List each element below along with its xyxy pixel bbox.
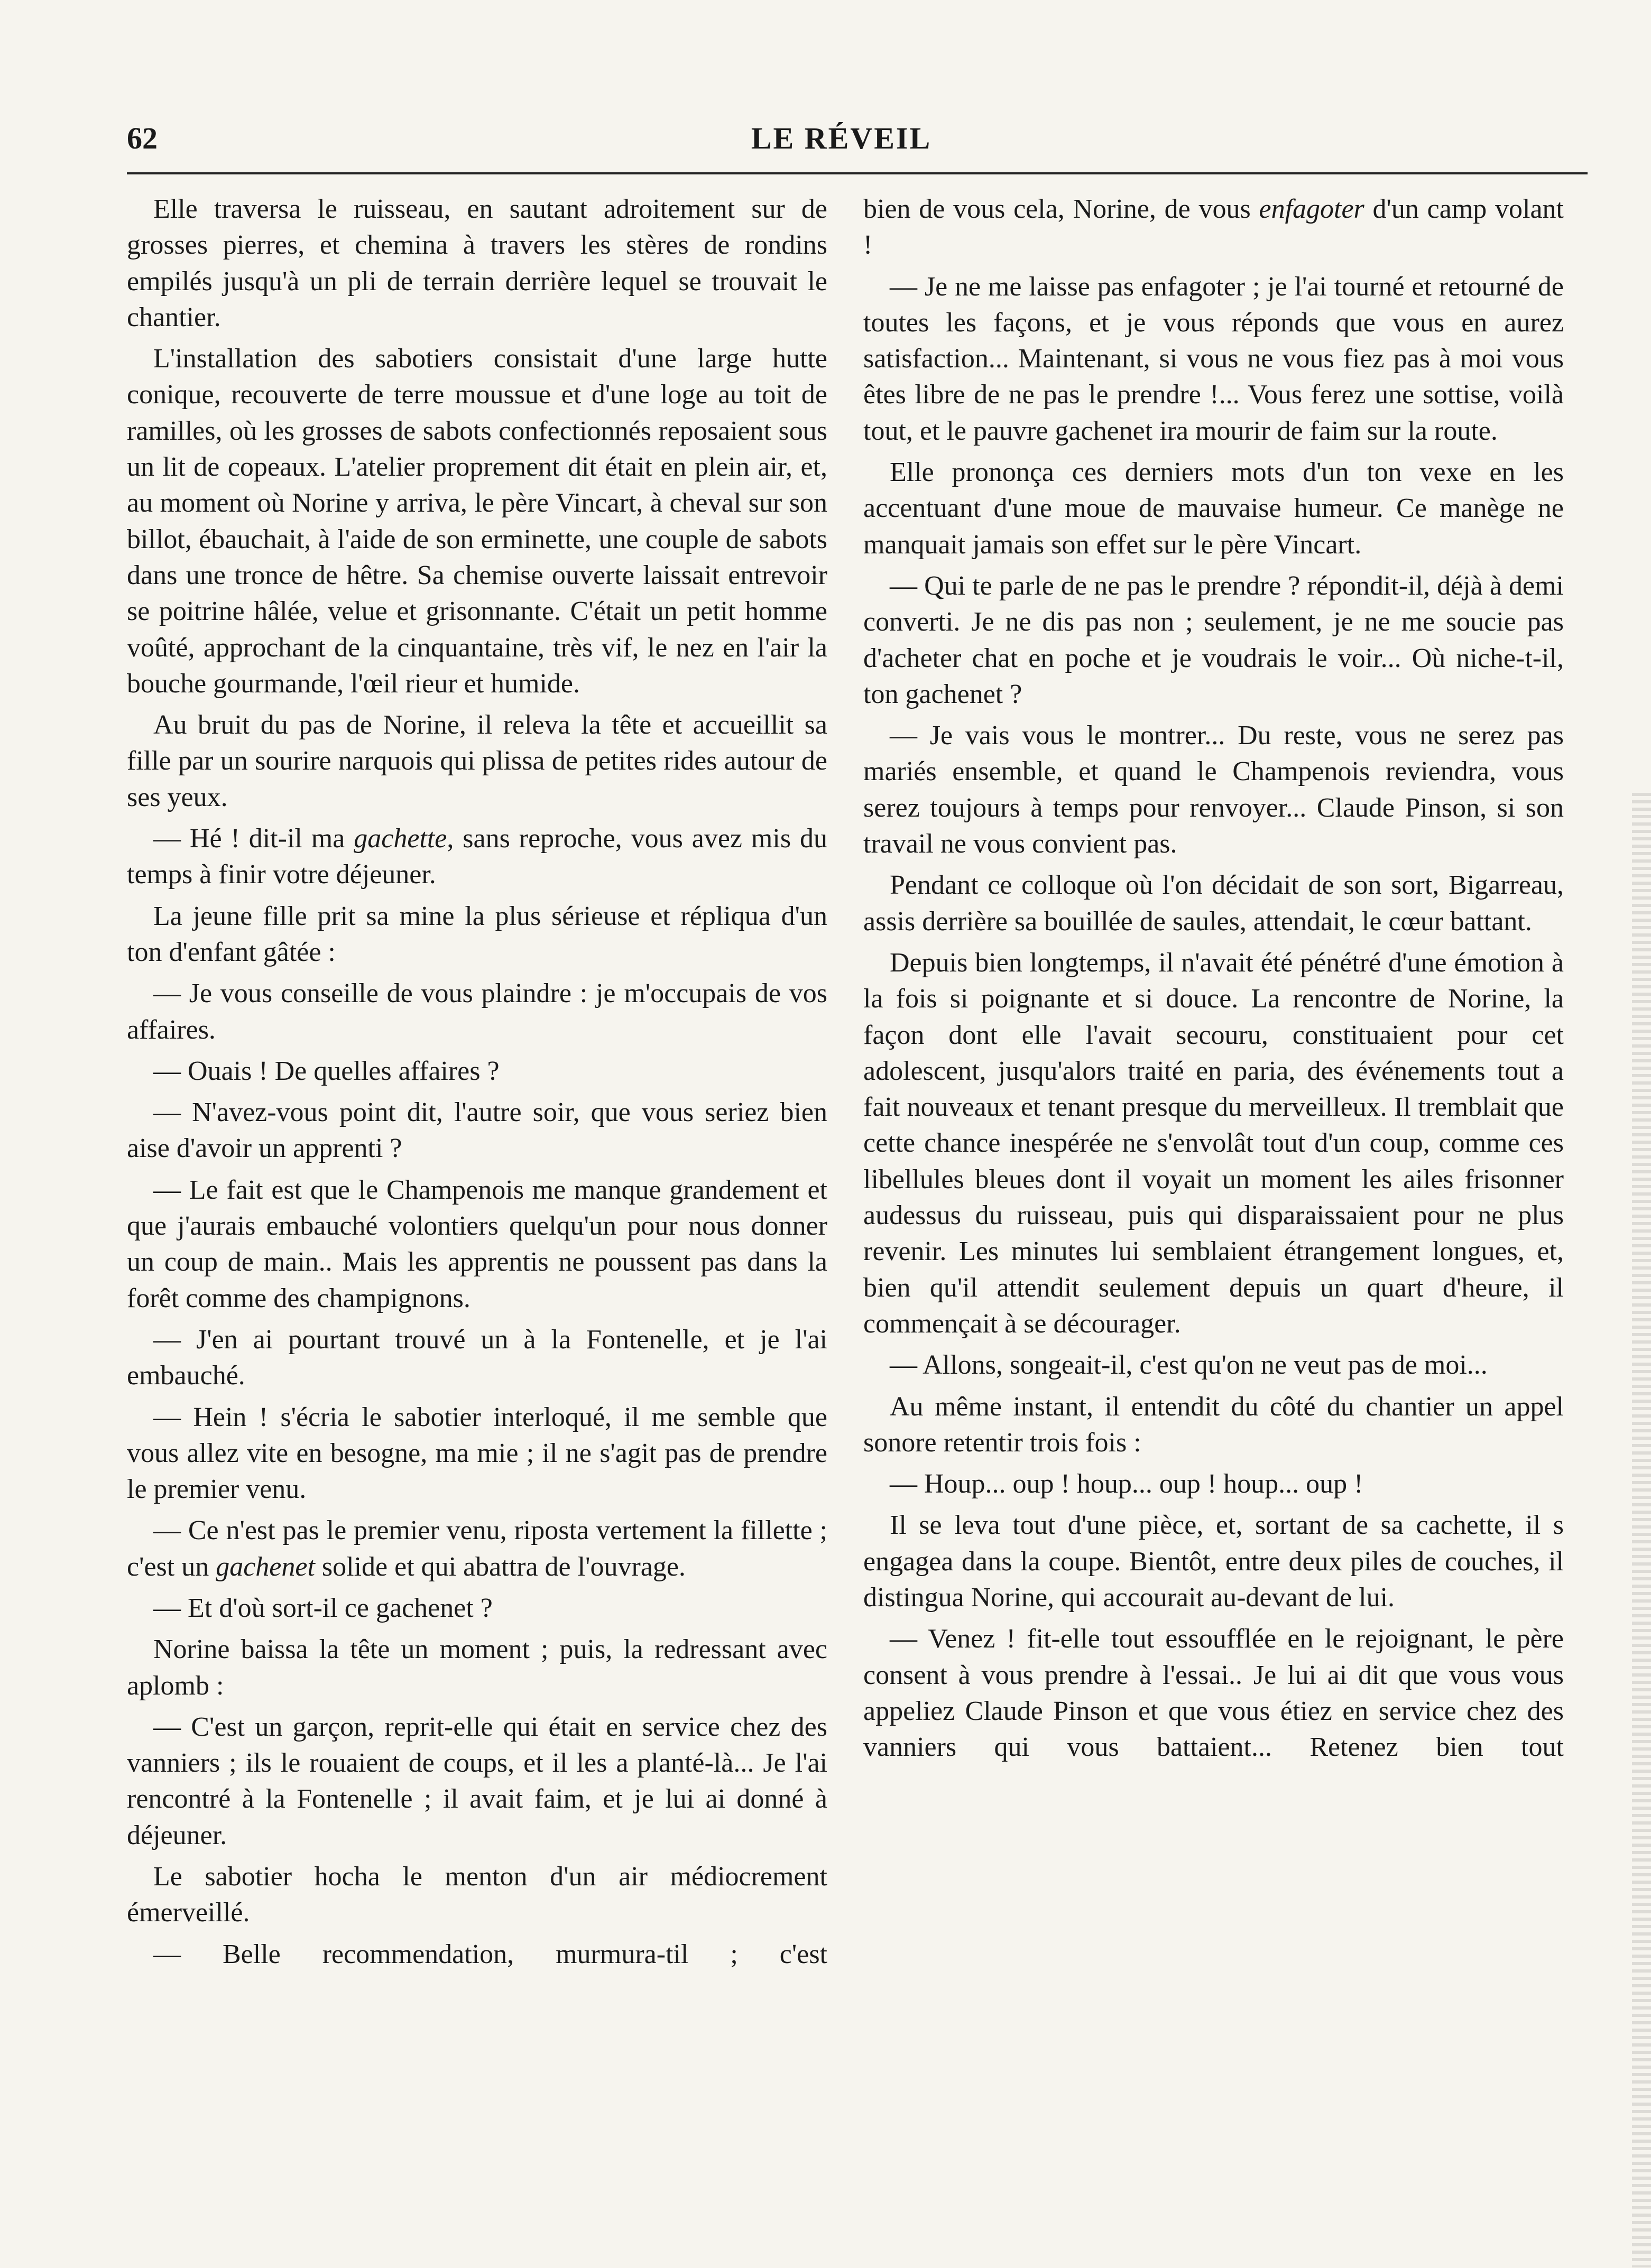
paragraph bbox=[127, 821, 827, 893]
italic-word: gachette bbox=[354, 823, 447, 854]
paragraph: Le sabotier hocha le menton d'un air médiocrement émerveillé. bbox=[127, 1862, 827, 1928]
paragraph: — Allons, songeait-il, c'est qu'on ne veut pas de moi... bbox=[890, 1350, 1488, 1381]
paragraph-text: — Ce n'est pas le premier venu, riposta vertement la fillette ; c'est un bbox=[127, 1515, 827, 1582]
paragraph: — Je ne me laisse pas enfagoter ; je l'ai tourné et retourné de toutes les façons, et je vous réponds que vous en aurez satisfaction... Maintenant, si vous ne vous fiez pas à moi vous êtes libre de ne pas le prendre !... Vous ferez une sottise, voilà tout, et le pauvre gachenet ira mourir de faim sur la route. bbox=[863, 271, 1564, 446]
paragraph bbox=[863, 191, 1564, 264]
italic-word: enfagoter bbox=[1259, 194, 1364, 224]
paragraph: — C'est un garçon, reprit-elle qui était en service chez des vanniers ; ils le rouaient de coups, et il les a planté-là... Je l'ai rencontré à la Fontenelle ; il avait faim, et je lui ai donné à déjeuner. bbox=[127, 1711, 827, 1850]
paragraph: Au bruit du pas de Norine, il releva la tête et accueillit sa fille par un sourire narquois qui plissa de petites rides autour de ses yeux. bbox=[127, 710, 827, 812]
header-rule bbox=[127, 172, 1588, 174]
paragraph bbox=[127, 1513, 827, 1585]
page-header bbox=[127, 121, 1556, 168]
paragraph: — Hein ! s'écria le sabotier interloqué, il me semble que vous allez vite en besogne, ma mie ; il ne s'agit pas de prendre le premier venu. bbox=[127, 1402, 827, 1505]
left-column bbox=[127, 191, 827, 1978]
paragraph: Elle prononça ces derniers mots d'un ton vexe en les accentuant d'une moue de mauvaise humeur. Ce manège ne manquait jamais son effet sur le père Vincart. bbox=[863, 457, 1564, 560]
paragraph: — Je vais vous le montrer... Du reste, vous ne serez pas mariés ensemble, et quand le Champenois reviendra, vous serez toujours à temps pour renvoyer... Claude Pinson, si son travail ne vous convient pas. bbox=[863, 720, 1564, 859]
paragraph: — Ouais ! De quelles affaires ? bbox=[153, 1056, 500, 1086]
paragraph: — Je vous conseille de vous plaindre : je m'occupais de vos affaires. bbox=[127, 978, 827, 1045]
paragraph: — Et d'où sort-il ce gachenet ? bbox=[153, 1593, 493, 1623]
paragraph: — J'en ai pourtant trouvé un à la Fontenelle, et je l'ai embauché. bbox=[127, 1324, 827, 1391]
paragraph-text: , sans reproche, vous avez mis du temps à finir votre déjeuner. bbox=[127, 823, 827, 890]
paragraph: L'installation des sabotiers consistait d'une large hutte conique, recouverte de terre moussue et d'une loge au toit de ramilles, où les grosses de sabots confectionnés reposaient sous un lit de copeaux. L'atelier proprement dit était en plein air, et, au moment où Norine y arriva, le père Vincart, à cheval sur son billot, ébauchait, à l'aide de son erminette, une couple de sabots dans une tronce de hêtre. Sa chemise ouverte laissait entrevoir se poitrine hâlée, velue et grisonnante. C'était un petit homme voûté, approchant de la cinquantaine, très vif, le nez en l'air la bouche gourmande, l'œil rieur et humide. bbox=[127, 344, 827, 699]
paragraph: Norine baissa la tête un moment ; puis, la redressant avec aplomb : bbox=[127, 1634, 827, 1701]
paragraph: — Le fait est que le Champenois me manque grandement et que j'aurais embauché volontiers quelqu'un pour nous donner un coup de main.. Mais les apprentis ne poussent pas dans la forêt comme des champignons. bbox=[127, 1174, 827, 1313]
paragraph: Depuis bien longtemps, il n'avait été pénétré d'une émotion à la fois si poignante et si douce. La rencontre de Norine, la façon dont elle l'avait secouru, constituaient pour cet adolescent, jusqu'alors traité en paria, des événements tout a fait nouveaux et tenant presque du merveilleux. Il tremblait que cette chance inespérée ne s'envolât tout d'un coup, comme ces libellules bleues dont il voyait un moment les ailes frisonner audessus du ruisseau, puis qui disparaissaient pour ne plus revenir. Les minutes lui semblaient étrangement longues, et, bien qu'il attendit seulement depuis un quart d'heure, il commençait à se décourager. bbox=[863, 947, 1564, 1339]
scan-edge-shadow bbox=[1632, 793, 1651, 2267]
paragraph-text: solide et qui abattra de l'ouvrage. bbox=[315, 1551, 686, 1582]
paragraph: — N'avez-vous point dit, l'autre soir, que vous seriez bien aise d'avoir un apprenti ? bbox=[127, 1097, 827, 1164]
paragraph: Il se leva tout d'une pièce, et, sortant de sa cachette, il s engagea dans la coupe. Bientôt, entre deux piles de couches, il distingua Norine, qui accourait au-devant de lui. bbox=[863, 1510, 1564, 1613]
running-title: LE RÉVEIL bbox=[751, 121, 932, 155]
paragraph: — Qui te parle de ne pas le prendre ? répondit-il, déjà à demi converti. Je ne dis pas non ; seulement, je ne me soucie pas d'acheter chat en poche et je voudrais le voir... Où niche-t-il, ton gachenet ? bbox=[863, 570, 1564, 709]
paragraph: Elle traversa le ruisseau, en sautant adroitement sur de grosses pierres, et chemina à travers les stères de rondins empilés jusqu'à un pli de terrain derrière lequel se trouvait le chantier. bbox=[127, 194, 827, 332]
italic-word: gachenet bbox=[216, 1551, 315, 1582]
paragraph: — Belle recommendation, murmura-til ; c'est bbox=[153, 1939, 827, 1969]
paragraph: — Venez ! fit-elle tout essoufflée en le rejoignant, le père consent à vous prendre à l'essai.. Je lui ai dit que vous vous appeliez Claude Pinson et que vous étiez en service chez des vanniers qui vous battaient... Retenez bien tout bbox=[863, 1624, 1564, 1763]
paragraph: Pendant ce colloque où l'on décidait de son sort, Bigarreau, assis derrière sa bouillée de saules, attendait, le cœur battant. bbox=[863, 870, 1564, 937]
paragraph: Au même instant, il entendit du côté du chantier un appel sonore retentir trois fois : bbox=[863, 1391, 1564, 1458]
paragraph: — Houp... oup ! houp... oup ! houp... oup ! bbox=[890, 1469, 1363, 1499]
paragraph-text: d'un camp volant ! bbox=[863, 194, 1564, 261]
paragraph-text: — Hé ! dit-il ma bbox=[153, 823, 354, 854]
paragraph-text: bien de vous cela, Norine, de vous bbox=[863, 194, 1259, 224]
page-number: 62 bbox=[127, 121, 158, 155]
right-column bbox=[863, 191, 1564, 1771]
paragraph: La jeune fille prit sa mine la plus sérieuse et répliqua d'un ton d'enfant gâtée : bbox=[127, 901, 827, 967]
